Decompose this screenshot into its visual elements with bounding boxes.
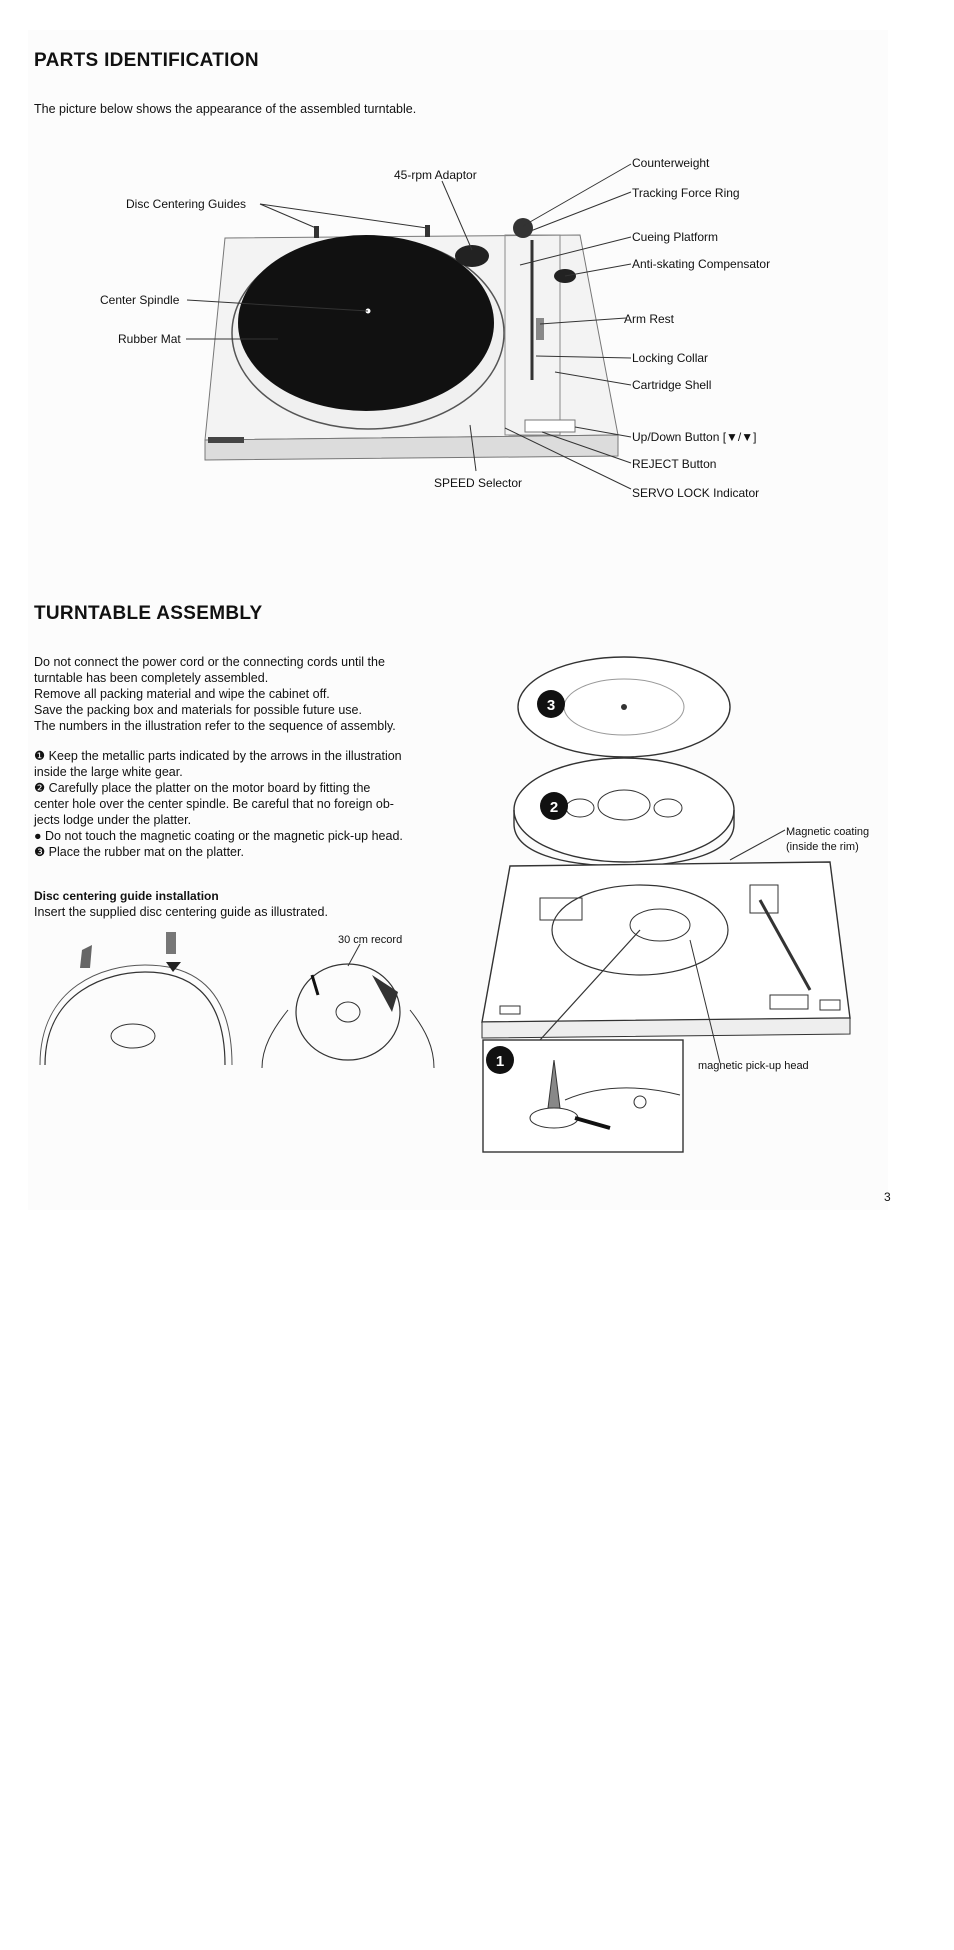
page-number: 3 — [884, 1190, 891, 1204]
disc-guide-subheading: Disc centering guide installation — [34, 889, 219, 903]
step-line: ❷ Carefully place the platter on the motor board by fitting the — [34, 781, 371, 795]
step-line: ❸ Place the rubber mat on the platter. — [34, 845, 244, 859]
step-line: ● Do not touch the magnetic coating or the magnetic pick-up head. — [34, 829, 403, 843]
label-tracking-force-ring: Tracking Force Ring — [632, 186, 740, 200]
label-magnetic-coating: Magnetic coating — [786, 826, 870, 838]
label-cartridge-shell: Cartridge Shell — [632, 378, 712, 392]
intro-line: Do not connect the power cord or the connecting cords until the — [34, 655, 385, 669]
intro-line: The numbers in the illustration refer to the sequence of assembly. — [34, 719, 396, 733]
parts-intro-text: The picture below shows the appearance of the assembled turntable. — [34, 102, 417, 116]
label-reject-button: REJECT Button — [632, 457, 717, 471]
label-45rpm-adaptor: 45-rpm Adaptor — [394, 168, 477, 182]
turntable-assembly-heading: TURNTABLE ASSEMBLY — [34, 603, 263, 624]
intro-line: Remove all packing material and wipe the cabinet off. — [34, 687, 330, 701]
label-center-spindle: Center Spindle — [100, 293, 180, 307]
step-line: center hole over the center spindle. Be careful that no foreign ob- — [34, 797, 394, 811]
step-line: ❶ Keep the metallic parts indicated by the arrows in the illustration — [34, 749, 402, 763]
label-cueing-platform: Cueing Platform — [632, 230, 719, 244]
step-2-number: 2 — [549, 799, 559, 816]
step-line: jects lodge under the platter. — [34, 813, 192, 827]
label-speed-selector: SPEED Selector — [434, 476, 523, 490]
step-3-number: 3 — [546, 697, 556, 714]
step-1-number: 1 — [495, 1053, 505, 1070]
label-counterweight: Counterweight — [632, 156, 710, 170]
label-30cm-record: 30 cm record — [338, 934, 403, 946]
intro-line: Save the packing box and materials for possible future use. — [34, 703, 362, 717]
label-updown-button: Up/Down Button [▼/▼] — [632, 430, 757, 444]
step-line: inside the large white gear. — [34, 765, 183, 779]
label-disc-centering-guides: Disc Centering Guides — [126, 197, 247, 211]
parts-identification-heading: PARTS IDENTIFICATION — [34, 50, 259, 71]
intro-line: turntable has been completely assembled. — [34, 671, 269, 685]
disc-guide-text: Insert the supplied disc centering guide as illustrated. — [34, 905, 328, 919]
label-rubber-mat: Rubber Mat — [118, 332, 181, 346]
label-servo-lock-indicator: SERVO LOCK Indicator — [632, 486, 760, 500]
label-inside-the-rim: (inside the rim) — [786, 841, 859, 853]
label-locking-collar: Locking Collar — [632, 351, 709, 365]
label-magnetic-pickup-head: magnetic pick-up head — [698, 1060, 809, 1072]
label-arm-rest: Arm Rest — [624, 312, 675, 326]
label-anti-skating-compensator: Anti-skating Compensator — [632, 257, 771, 271]
